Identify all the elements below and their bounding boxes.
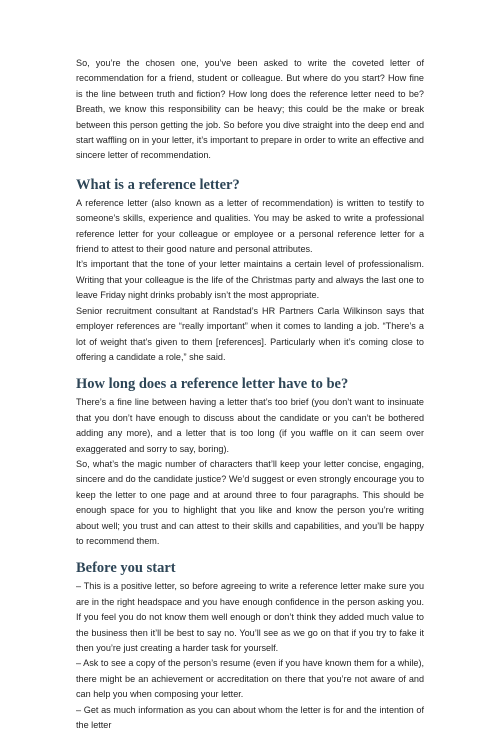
section-paragraph: – Get as much information as you can about whom the letter is for and the intention of the letter (76, 704, 424, 731)
section-how-long (76, 375, 424, 549)
section-paragraph: – This is a positive letter, so before agreeing to write a reference letter make sure you are in the right headspace and you have enough confidence in the person asking you. If you feel you do not know them well enough or don’t think they added much value to the business then it’ll be best to say no. You’ll see as we go on that if you try to fake it then you’re just creating a harder task for yourself. (76, 581, 424, 653)
section-paragraph: There’s a fine line between having a letter that’s too brief (you don’t want to insinuate that you don’t have enough to discuss about the candidate or you can’t be bothered adding any more), and a letter that is too long (if you waffle on it can seem over exaggerated and sorry to say, boring). (76, 397, 424, 454)
section-paragraph: Senior recruitment consultant at Randstad’s HR Partners Carla Wilkinson says that employer references are “really important” when it comes to landing a job. “There’s a lot of weight that’s given to them [references]. Particularly when it’s coming close to offering a candidate a role,” she said. (76, 305, 424, 362)
section-heading: What is a reference letter? (76, 176, 240, 193)
section-paragraph: A reference letter (also known as a letter of recommendation) is written to testify to someone’s skills, experience and qualities. You may be asked to write a professional reference letter for your colleague or employee or a personal reference letter for a friend to attest to their good nature and personal attributes. (76, 197, 424, 255)
section-heading: Before you start (76, 560, 176, 577)
section-paragraph: So, what’s the magic number of characters that’ll keep your letter concise, engaging, sincere and do the candidate justice? We’d suggest or even strongly encourage you to keep the letter to one page and at around three to four paragraphs. This should be enough space for you to highlight that you like and know the person you’re writing about well; you trust and can attest to their skills and capabilities, and you’ll be happy to recommend them. (76, 458, 424, 546)
section-paragraph: It’s important that the tone of your letter maintains a certain level of professionalism. Writing that your colleague is the life of the Christmas party and always the last one to leave Friday night drinks probably isn’t the most appropriate. (76, 259, 424, 301)
section-heading: How long does a reference letter have to be? (76, 376, 349, 393)
section-what-is-reference-letter (76, 176, 424, 365)
intro-paragraph: So, you’re the chosen one, you’ve been asked to write the coveted letter of recommendation for a friend, student or colleague. But where do you start? How fine is the line between truth and fiction? How long does the reference letter need to be? Breath, we know this responsibility can be heavy; this could be the make or break between this person getting the job. So before you dive straight into the deep end and start waffling on in your letter, it’s important to prepare in order to write an effective and sincere letter of recommendation. (76, 58, 424, 161)
section-paragraph: – Ask to see a copy of the person’s resume (even if you have known them for a while), there might be an achievement or accreditation on there that you’re not aware of and can help you when composing your letter. (76, 658, 424, 700)
